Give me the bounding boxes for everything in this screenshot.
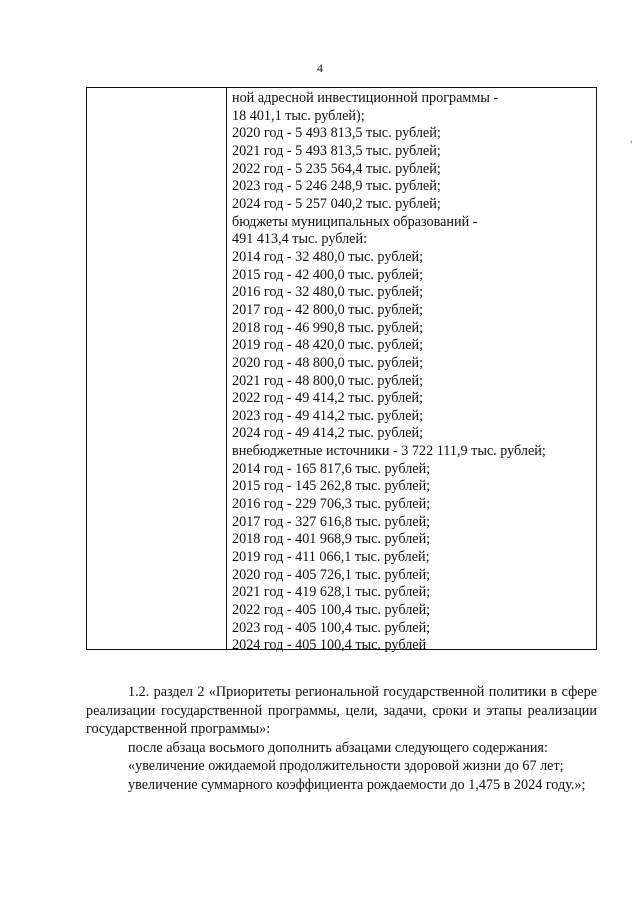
financing-line: 2014 год - 165 817,6 тыс. рублей; (232, 460, 431, 477)
page-number: 4 (317, 61, 323, 75)
financing-line: внебюджетные источники - 3 722 111,9 тыс. рублей; (232, 443, 546, 460)
financing-line: 2024 год - 5 257 040,2 тыс. рублей; (232, 195, 441, 212)
amendment-heading-paragraph: 1.2. раздел 2 «Приоритеты региональной государственной политики в сфере реализации государственной программы, цели, задачи, сроки и этапы реализации государственной программы»: (86, 684, 597, 737)
financing-line: 2018 год - 401 968,9 тыс. рублей; (232, 531, 431, 548)
financing-line: 2021 год - 419 628,1 тыс. рублей; (232, 584, 431, 601)
financing-line: 2022 год - 49 414,2 тыс. рублей; (232, 390, 424, 407)
margin-mark: , (630, 134, 633, 145)
financing-line: 2022 год - 5 235 564,4 тыс. рублей; (232, 160, 441, 177)
financing-line: 491 413,4 тыс. рублей: (232, 231, 368, 248)
amendment-instruction: после абзаца восьмого дополнить абзацами следующего содержания: (128, 739, 548, 756)
financing-line: 2019 год - 411 066,1 тыс. рублей; (232, 549, 430, 566)
financing-line: 2020 год - 405 726,1 тыс. рублей; (232, 566, 431, 583)
financing-line: 2024 год - 405 100,4 тыс. рублей (232, 637, 427, 654)
financing-line: 2023 год - 5 246 248,9 тыс. рублей; (232, 178, 441, 195)
financing-line: 2018 год - 46 990,8 тыс. рублей; (232, 319, 424, 336)
financing-line: 2023 год - 49 414,2 тыс. рублей; (232, 407, 424, 424)
financing-table (86, 87, 597, 654)
financing-line: 2020 год - 48 800,0 тыс. рублей; (232, 354, 424, 371)
financing-line: 2017 год - 42 800,0 тыс. рублей; (232, 301, 424, 318)
amendment-section (86, 683, 597, 794)
financing-line: 2016 год - 229 706,3 тыс. рублей; (232, 496, 431, 513)
financing-line: 2021 год - 5 493 813,5 тыс. рублей; (232, 142, 441, 159)
financing-line: 18 401,1 тыс. рублей); (232, 107, 365, 124)
financing-line: 2015 год - 145 262,8 тыс. рублей; (232, 478, 431, 495)
financing-lines-list (232, 90, 546, 655)
financing-line: ной адресной инвестиционной программы - (232, 90, 499, 106)
amendment-item-life-expectancy: «увеличение ожидаемой продолжительности здоровой жизни до 67 лет; (128, 758, 564, 774)
financing-line: бюджеты муниципальных образований - (232, 213, 478, 230)
financing-line: 2014 год - 32 480,0 тыс. рублей; (232, 248, 424, 265)
financing-line: 2016 год - 32 480,0 тыс. рублей; (232, 284, 424, 301)
table-column-divider (226, 88, 227, 649)
financing-line: 2019 год - 48 420,0 тыс. рублей; (232, 337, 424, 354)
financing-line: 2022 год - 405 100,4 тыс. рублей; (232, 602, 431, 619)
financing-line: 2017 год - 327 616,8 тыс. рублей; (232, 513, 431, 530)
financing-line: 2021 год - 48 800,0 тыс. рублей; (232, 372, 424, 389)
financing-line: 2020 год - 5 493 813,5 тыс. рублей; (232, 125, 441, 142)
financing-line: 2024 год - 49 414,2 тыс. рублей; (232, 425, 424, 442)
amendment-item-fertility-rate: увеличение суммарного коэффициента рождаемости до 1,475 в 2024 году.»; (128, 776, 586, 793)
financing-line: 2015 год - 42 400,0 тыс. рублей; (232, 266, 424, 283)
financing-line: 2023 год - 405 100,4 тыс. рублей; (232, 619, 431, 636)
